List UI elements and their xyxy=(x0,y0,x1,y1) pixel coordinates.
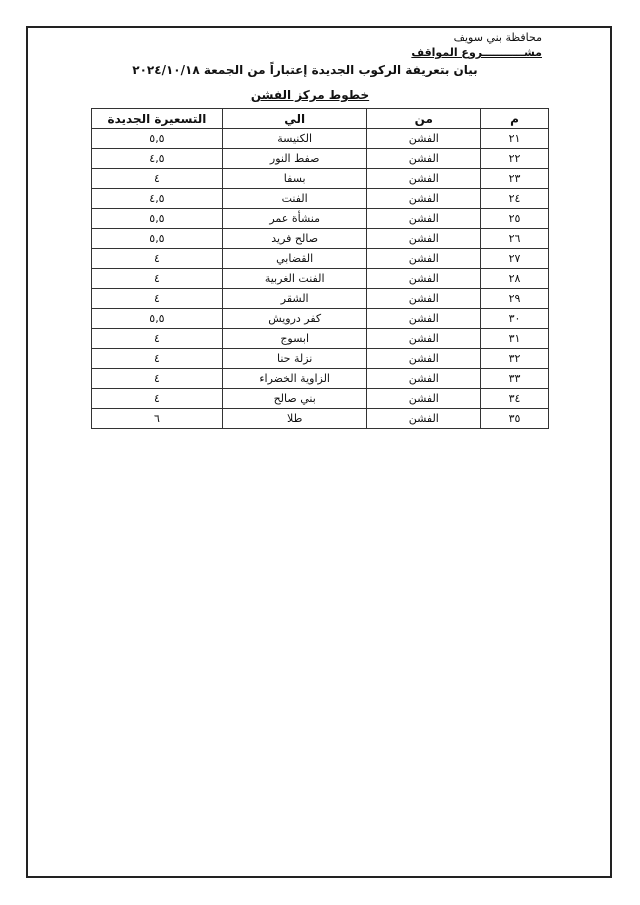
cell-fare: ٤ xyxy=(92,369,223,389)
document-title: بيان بتعريفة الركوب الجديدة إعتباراً من الجمعة ٢٠٢٤/١٠/١٨ xyxy=(132,63,478,77)
cell-to: صالح فريد xyxy=(222,229,367,249)
table-row xyxy=(92,169,549,189)
table-row xyxy=(92,409,549,429)
cell-to: القضابي xyxy=(222,249,367,269)
cell-from: الفشن xyxy=(367,389,481,409)
cell-fare: ٤ xyxy=(92,269,223,289)
cell-fare: ٤ xyxy=(92,349,223,369)
cell-from: الفشن xyxy=(367,129,481,149)
cell-fare: ٤,٥ xyxy=(92,189,223,209)
cell-num: ٢٤ xyxy=(481,189,549,209)
cell-to: الزاوية الخضراء xyxy=(222,369,367,389)
cell-fare: ٤ xyxy=(92,169,223,189)
document-header xyxy=(411,30,542,60)
cell-from: الفشن xyxy=(367,309,481,329)
header-num: م xyxy=(481,109,549,129)
table-row xyxy=(92,149,549,169)
cell-num: ٢٥ xyxy=(481,209,549,229)
table-header-row xyxy=(92,109,549,129)
governorate-label: محافظة بني سويف xyxy=(453,31,542,44)
cell-num: ٣٠ xyxy=(481,309,549,329)
cell-fare: ٤ xyxy=(92,329,223,349)
cell-num: ٣٤ xyxy=(481,389,549,409)
table-row xyxy=(92,369,549,389)
cell-fare: ٥,٥ xyxy=(92,309,223,329)
cell-to: بني صالح xyxy=(222,389,367,409)
cell-from: الفشن xyxy=(367,289,481,309)
table-row xyxy=(92,189,549,209)
fares-table xyxy=(91,108,549,429)
table-row xyxy=(92,229,549,249)
cell-from: الفشن xyxy=(367,329,481,349)
table-row xyxy=(92,269,549,289)
cell-to: بسفا xyxy=(222,169,367,189)
table-row xyxy=(92,349,549,369)
cell-fare: ٤ xyxy=(92,289,223,309)
table-row xyxy=(92,329,549,349)
table-row xyxy=(92,129,549,149)
cell-to: كفر درويش xyxy=(222,309,367,329)
cell-from: الفشن xyxy=(367,269,481,289)
table-row xyxy=(92,309,549,329)
cell-num: ٢٦ xyxy=(481,229,549,249)
cell-num: ٣٥ xyxy=(481,409,549,429)
cell-to: الفنت xyxy=(222,189,367,209)
project-label: مشـــــــــــروع المواقف xyxy=(411,46,542,59)
document-subtitle: خطوط مركز الفشن xyxy=(250,88,370,102)
cell-from: الفشن xyxy=(367,409,481,429)
cell-to: ابسوج xyxy=(222,329,367,349)
header-fare: التسعيرة الجديدة xyxy=(92,109,223,129)
cell-to: الفنت الغربية xyxy=(222,269,367,289)
cell-to: الكنيسة xyxy=(222,129,367,149)
cell-num: ٣٣ xyxy=(481,369,549,389)
cell-from: الفشن xyxy=(367,349,481,369)
cell-num: ٢٧ xyxy=(481,249,549,269)
cell-fare: ٥,٥ xyxy=(92,229,223,249)
header-to: الي xyxy=(222,109,367,129)
table-row xyxy=(92,389,549,409)
table-row xyxy=(92,209,549,229)
cell-num: ٢١ xyxy=(481,129,549,149)
cell-num: ٣٢ xyxy=(481,349,549,369)
cell-fare: ٤,٥ xyxy=(92,149,223,169)
cell-num: ٣١ xyxy=(481,329,549,349)
cell-to: طلا xyxy=(222,409,367,429)
cell-fare: ٤ xyxy=(92,389,223,409)
cell-num: ٢٢ xyxy=(481,149,549,169)
cell-from: الفشن xyxy=(367,209,481,229)
cell-from: الفشن xyxy=(367,249,481,269)
cell-from: الفشن xyxy=(367,169,481,189)
cell-to: منشأة عمر xyxy=(222,209,367,229)
table-row xyxy=(92,249,549,269)
cell-to: الشقر xyxy=(222,289,367,309)
header-from: من xyxy=(367,109,481,129)
cell-from: الفشن xyxy=(367,189,481,209)
cell-from: الفشن xyxy=(367,149,481,169)
cell-num: ٢٨ xyxy=(481,269,549,289)
cell-to: صفط النور xyxy=(222,149,367,169)
cell-to: نزلة حنا xyxy=(222,349,367,369)
cell-from: الفشن xyxy=(367,369,481,389)
cell-fare: ٦ xyxy=(92,409,223,429)
table-row xyxy=(92,289,549,309)
cell-num: ٢٣ xyxy=(481,169,549,189)
cell-fare: ٥,٥ xyxy=(92,129,223,149)
cell-fare: ٥,٥ xyxy=(92,209,223,229)
cell-num: ٢٩ xyxy=(481,289,549,309)
cell-fare: ٤ xyxy=(92,249,223,269)
cell-from: الفشن xyxy=(367,229,481,249)
table-body xyxy=(92,129,549,429)
